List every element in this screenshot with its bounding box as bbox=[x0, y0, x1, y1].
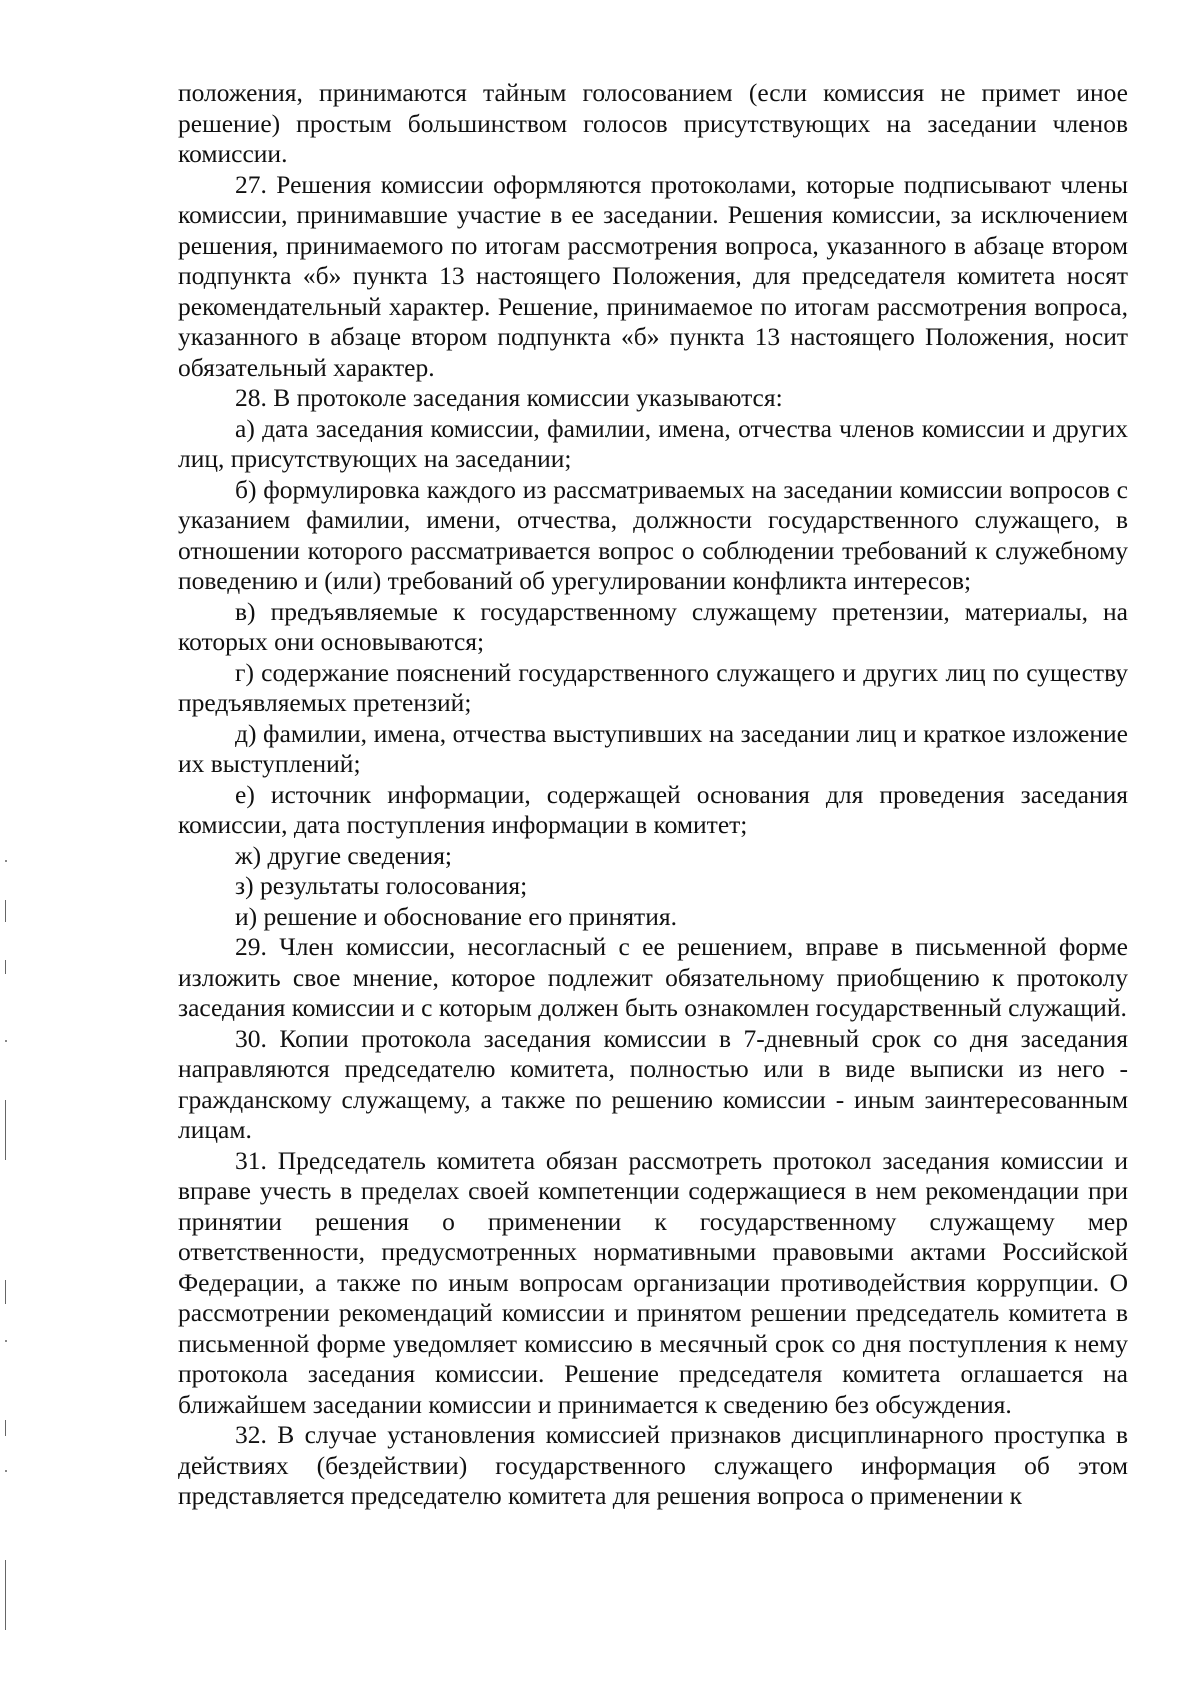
paragraph-continuation: положения, принимаются тайным голосованием (если комиссия не примет иное решение) простым большинством голосов присутствующих на заседании членов комиссии. bbox=[178, 78, 1128, 168]
document-body bbox=[178, 78, 1128, 1512]
paragraph-subitem-zh: ж) другие сведения; bbox=[235, 840, 453, 870]
paragraph-subitem-z: з) результаты голосования; bbox=[235, 871, 528, 900]
paragraph-subitem-i: и) решение и обоснование его принятия. bbox=[235, 901, 677, 931]
paragraph-item-31: 31. Председатель комитета обязан рассмотреть протокол заседания комиссии и вправе учесть в пределах своей компетенции содержащиеся в нем рекомендации при принятии решения о применении к государственному служащему мер ответственности, предусмотренных нормативными правовыми актами Российской Федерации, а также по иным вопросам организации противодействия коррупции. О рассмотрении рекомендаций комиссии и принятом решении председатель комитета в письменной форме уведомляет комиссию в месячный срок со дня поступления к нему протокола заседания комиссии. Решение председателя комитета оглашается на ближайшем заседании комиссии и принимается к сведению без обсуждения. bbox=[178, 1145, 1128, 1419]
scan-artifact-line bbox=[5, 900, 6, 922]
scan-artifact-dot bbox=[5, 1340, 7, 1342]
paragraph-subitem-e: е) источник информации, содержащей основания для проведения заседания комиссии, дата поступления информации в комитет; bbox=[178, 779, 1128, 839]
scan-artifact-line bbox=[5, 1420, 6, 1436]
paragraph-item-30: 30. Копии протокола заседания комиссии в 7-дневный срок со дня заседания направляются председателю комитета, полностью или в виде выписки из него - гражданскому служащему, а также по решению комиссии - иным заинтересованным лицам. bbox=[178, 1023, 1128, 1144]
scan-artifact-line bbox=[5, 960, 6, 974]
scan-artifact-line bbox=[5, 1280, 6, 1304]
paragraph-item-27: 27. Решения комиссии оформляются протоколами, которые подписывают члены комиссии, принимавшие участие в ее заседании. Решения комиссии, за исключением решения, принимаемого по итогам рассмотрения вопроса, указанного в абзаце втором подпункта «б» пункта 13 настоящего Положения, для председателя комитета носят рекомендательный характер. Решение, принимаемое по итогам рассмотрения вопроса, указанного в абзаце втором подпункта «б» пункта 13 настоящего Положения, носит обязательный характер. bbox=[178, 169, 1128, 382]
scan-artifact-line bbox=[5, 1100, 6, 1160]
scan-artifact-line bbox=[5, 1560, 6, 1630]
paragraph-item-32: 32. В случае установления комиссией признаков дисциплинарного проступка в действиях (бездействии) государственного служащего информация об этом представляется председателю комитета для решения вопроса о применении к bbox=[178, 1420, 1128, 1510]
paragraph-subitem-a: а) дата заседания комиссии, фамилии, имена, отчества членов комиссии и других лиц, присутствующих на заседании; bbox=[178, 413, 1128, 473]
scan-artifact-dot bbox=[5, 1040, 7, 1042]
paragraph-item-28: 28. В протоколе заседания комиссии указываются: bbox=[235, 383, 783, 412]
paragraph-subitem-g: г) содержание пояснений государственного служащего и других лиц по существу предъявляемых претензий; bbox=[178, 657, 1128, 717]
paragraph-subitem-v: в) предъявляемые к государственному служащему претензии, материалы, на которых они основываются; bbox=[178, 596, 1128, 656]
paragraph-item-29: 29. Член комиссии, несогласный с ее решением, вправе в письменной форме изложить свое мнение, которое подлежит обязательному приобщению к протоколу заседания комиссии и с которым должен быть ознакомлен государственный служащий. bbox=[178, 932, 1128, 1022]
scan-artifact-dot bbox=[5, 1470, 7, 1472]
paragraph-subitem-b: б) формулировка каждого из рассматриваемых на заседании комиссии вопросов с указанием фамилии, имени, отчества, должности государственного служащего, в отношении которого рассматривается вопрос о соблюдении требований к служебному поведению и (или) требований об урегулировании конфликта интересов; bbox=[178, 474, 1128, 595]
paragraph-subitem-d: д) фамилии, имена, отчества выступивших на заседании лиц и краткое изложение их выступлений; bbox=[178, 718, 1128, 778]
scan-artifact-dot bbox=[5, 860, 7, 862]
